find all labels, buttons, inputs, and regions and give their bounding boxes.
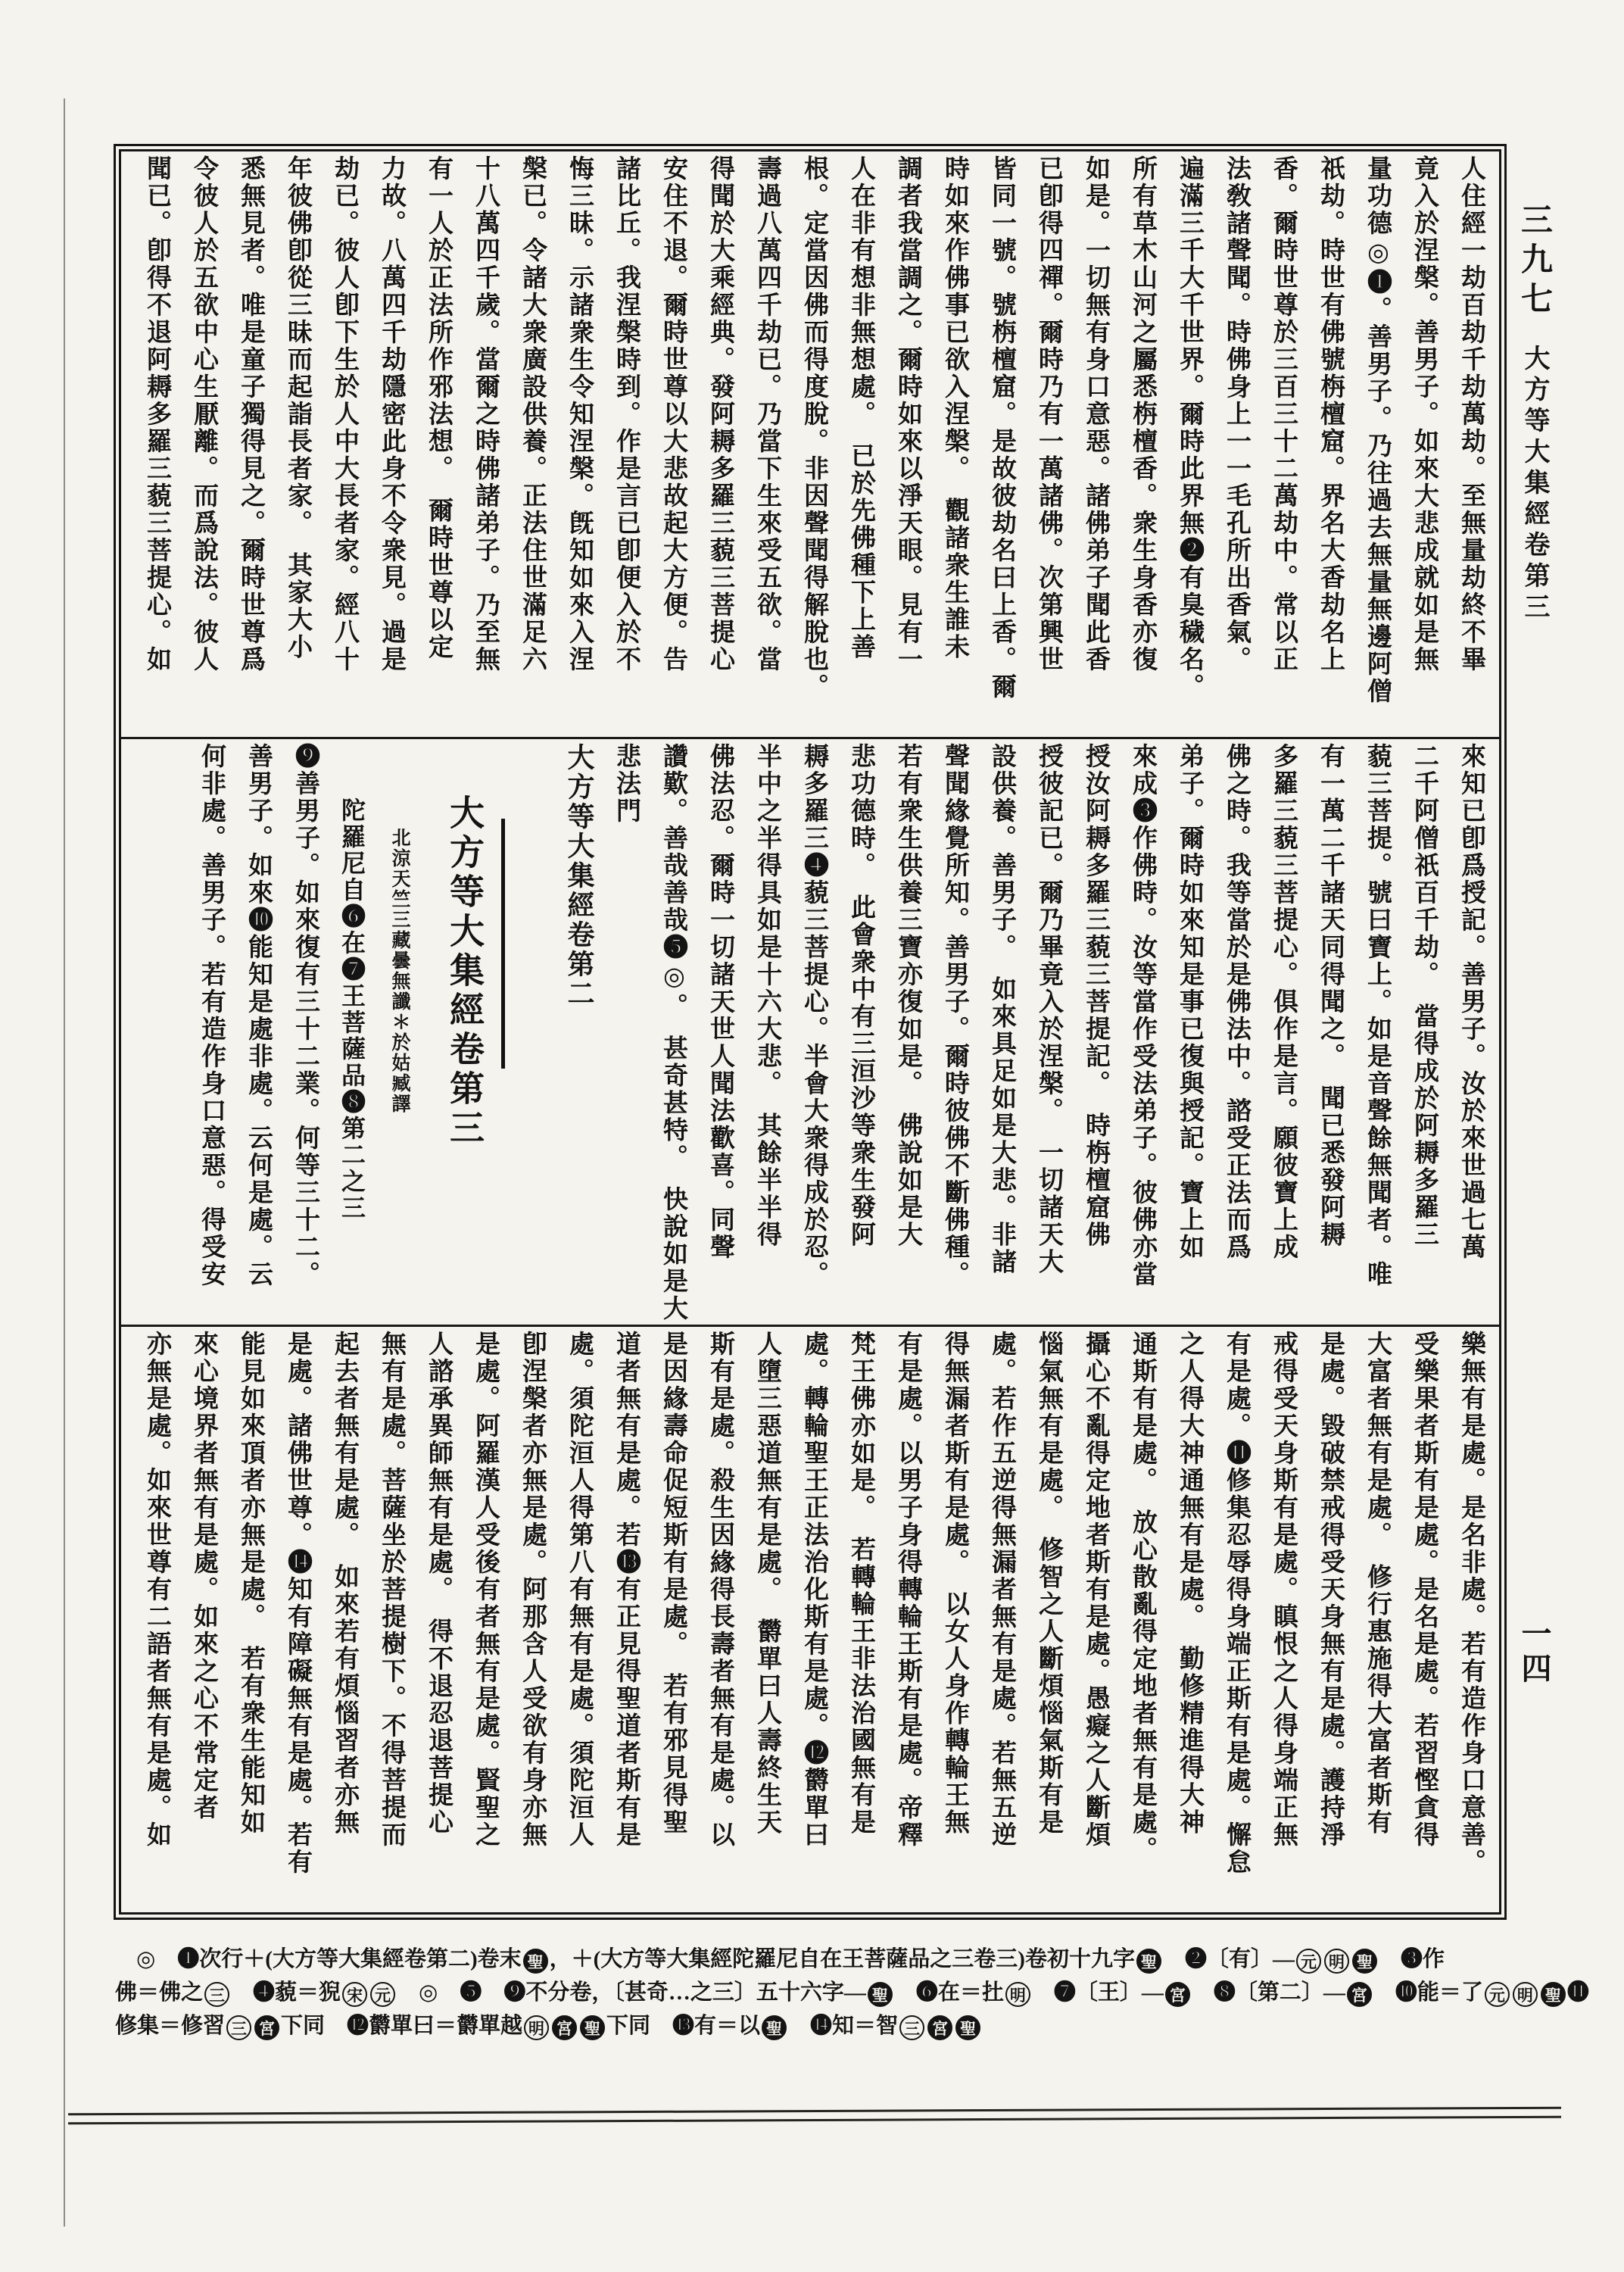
footnote-segment: 聖 — [523, 1949, 548, 1974]
text-column: 悲功德時。 此會衆中有三洹沙等衆生發阿 — [847, 743, 874, 1249]
text-column: 來知已卽爲授記。善男子。汝於來世過七萬 — [1457, 743, 1485, 1261]
text-column: 人住經一劫百劫千劫萬劫。至無量劫終不畢 — [1457, 155, 1485, 673]
text-column: 年彼佛卽從三昧而起詣長者家。 其家大小 — [284, 155, 311, 661]
text-column: 大方等大集經卷第二 — [564, 743, 594, 1009]
text-column: 竟入於涅槃。善男子。如來大悲成就如是無 — [1410, 155, 1438, 673]
footnote-segment: 元 — [1296, 1949, 1321, 1974]
bottom-rule — [68, 2107, 1561, 2116]
text-column: 有一人於正法所作邪法想。 爾時世尊以定 — [425, 155, 452, 661]
text-column: 弟子。爾時如來知是事已復與授記。寶上如 — [1176, 743, 1203, 1261]
footnote-segment: ◎ ❶次行＋(大方等大集經卷第二)卷末 — [136, 1947, 522, 1971]
text-column: 能見如來頂者亦無是處。 若有衆生能知如 — [237, 1331, 264, 1837]
footnote-segment: ❿能＝了 — [1373, 1980, 1483, 2005]
text-column: 是因緣壽命促短斯有是處。 若有邪見得聖 — [659, 1331, 687, 1837]
footnote-segment: 下同 ⓬欝單曰＝欝單越 — [281, 2014, 523, 2038]
bottom-rule — [68, 2116, 1561, 2125]
text-column: 道者無有是處。若⓭有正見得聖道者斯有是 — [613, 1331, 640, 1849]
text-column: 人在非有想非無想處。 已於先佛種下上善 — [847, 155, 874, 661]
text-column: 皆同一號。號栴檀窟。是故彼劫名曰上香。爾 — [988, 155, 1015, 701]
footnote-line-2 — [115, 1976, 1589, 2009]
text-column: 起去者無有是處。 如來若有煩惱習者亦無 — [331, 1331, 358, 1837]
text-column: 處。轉輪聖王正法治化斯有是處。⓬欝單曰 — [800, 1331, 828, 1849]
text-column: 是處。阿羅漢人受後有者無有是處。賢聖之 — [472, 1331, 499, 1849]
footnote-segment: ⓮知＝智 — [788, 2014, 899, 2038]
text-column: 無有是處。菩薩坐於菩提樹下。不得菩提而 — [378, 1331, 405, 1849]
footnote-segment: 明 — [1005, 1982, 1030, 2007]
text-column: 之人得大神通無有是處。 勤修精進得大神 — [1176, 1331, 1203, 1837]
text-column: 是處。諸佛世尊。⓮知有障礙無有是處。若有 — [284, 1331, 311, 1876]
text-column: 耨多羅三❹藐三菩提心。半會大衆得成於忍。 — [800, 743, 828, 1288]
footnote-segment: 佛＝佛之 — [115, 1980, 204, 2005]
footnote-segment: 明 — [1513, 1982, 1538, 2007]
text-column: 二千阿僧祇百千劫。 當得成於阿耨多羅三 — [1410, 743, 1438, 1249]
footnote-segment: ❷〔有〕— — [1162, 1947, 1295, 1971]
text-column: 人墮三惡道無有是處。 欝單曰人壽終生天 — [753, 1331, 781, 1837]
footnote-segment: 三 — [204, 1982, 229, 2007]
footnote-segment: ❽〔第二〕— — [1191, 1980, 1345, 2005]
text-column: 悲法門 — [613, 743, 640, 825]
text-column: 梵王佛亦如是。 若轉輪王非法治國無有是 — [847, 1331, 874, 1837]
text-column: 何非處。善男子。若有造作身口意惡。得受安 — [198, 743, 225, 1288]
footnote-segment: 宮 — [552, 2015, 577, 2040]
text-column: 佛之時。我等當於是佛法中。諮受正法而爲 — [1223, 743, 1250, 1261]
text-column: 槃已。令諸大衆廣設供養。正法住世滿足六 — [519, 155, 546, 673]
text-column: 根。定當因佛而得度脫。非因聲聞得解脫也。 — [800, 155, 828, 701]
footnote-segment: 聖 — [580, 2015, 605, 2040]
text-column: 悔三昧。示諸衆生令知涅槃。旣知如來入涅 — [566, 155, 593, 673]
text-column: 調者我當調之。爾時如來以淨天眼。見有一 — [894, 155, 921, 673]
text-column: 劫已。彼人卽下生於人中大長者家。經八十 — [331, 155, 358, 673]
text-column: 安住不退。爾時世尊以大悲故起大方便。告 — [659, 155, 687, 673]
text-column: 惱氣無有是處。 修智之人斷煩惱氣斯有是 — [1035, 1331, 1062, 1837]
text-column: 授汝阿耨多羅三藐三菩提記。 時栴檀窟佛 — [1082, 743, 1109, 1249]
page-number-label: 三九七 — [1516, 203, 1551, 321]
footnote-segment: 明 — [1324, 1949, 1349, 1974]
text-column: 半中之半得具如是十六大悲。 其餘半半得 — [753, 743, 781, 1249]
footnote-segment: 宮 — [1347, 1982, 1372, 2007]
text-column: 是處。毀破禁戒得受天身無有是處。護持淨 — [1317, 1331, 1344, 1849]
text-column: 處。若作五逆得無漏者無有是處。若無五逆 — [988, 1331, 1015, 1849]
footnote-segment: 宮 — [927, 2015, 952, 2040]
text-column: 來心境界者無有是處。如來之心不常定者 — [190, 1331, 217, 1821]
text-column: 遍滿三千大千世界。爾時此界無❷有臭穢名。 — [1176, 155, 1203, 701]
footnote-segment: 元 — [370, 1982, 395, 2007]
footnote-segment: ，＋(大方等大集經陀羅尼自在王菩薩品之三卷三)卷初十九字 — [549, 1947, 1135, 1971]
footnote-line-3 — [115, 2009, 1512, 2043]
text-column: 樂無有是處。是名非處。若有造作身口意善。 — [1457, 1331, 1485, 1876]
text-column: 聞已。卽得不退阿耨多羅三藐三菩提心。如 — [143, 155, 170, 673]
apparatus-footnotes — [115, 1943, 1589, 2043]
footnote-segment: ❸作 — [1378, 1947, 1445, 1971]
text-column: 有是處。⓫修集忍辱得身端正斯有是處。懈怠 — [1223, 1331, 1250, 1876]
text-band-lower — [121, 1327, 1499, 1912]
text-column: 有一萬二千諸天同得聞之。 聞已悉發阿耨 — [1317, 743, 1344, 1249]
text-column: 諸比丘。我涅槃時到。作是言已卽便入於不 — [613, 155, 640, 673]
footnote-segment: 聖 — [1136, 1949, 1161, 1974]
text-column: 如是。一切無有身口意惡。諸佛弟子聞此香 — [1082, 155, 1109, 673]
footnote-segment: ◎ ❺ ❾不分卷，〔甚奇…之三〕五十六字— — [397, 1980, 866, 2005]
folio-number: 一四 — [1517, 1618, 1551, 1687]
footnote-segment: 聖 — [1541, 1982, 1566, 2007]
text-column: 香。爾時世尊於三百三十二萬劫中。常以正 — [1270, 155, 1297, 673]
text-column: 陀羅尼自❻在❼王菩薩品❽第二之三 — [338, 797, 366, 1222]
footnote-segment: 三 — [899, 2015, 924, 2040]
text-column: 藐三菩提。號曰寶上。如是音聲餘無聞者。唯 — [1364, 743, 1391, 1288]
footnote-line-1 — [115, 1943, 1512, 1976]
footnote-segment: ⓫ — [1566, 1980, 1589, 2005]
text-column: 攝心不亂得定地者斯有是處。愚癡之人斷煩 — [1082, 1331, 1109, 1849]
text-column: 令彼人於五欲中心生厭離。而爲說法。彼人 — [190, 155, 217, 673]
text-column: 來成❸作佛時。汝等當作受法弟子。彼佛亦當 — [1129, 743, 1156, 1288]
footnote-segment: 聖 — [955, 2015, 980, 2040]
text-column: 受樂果者斯有是處。是名是處。若習慳貪得 — [1410, 1331, 1438, 1849]
text-column: 壽過八萬四千劫已。乃當下生來受五欲。當 — [753, 155, 781, 673]
footnote-segment: 元 — [1485, 1982, 1510, 2007]
text-column: 大方等大集經卷第三 — [445, 794, 484, 1149]
footnote-segment: 聖 — [762, 2015, 787, 2040]
footnote-segment: 宮 — [1165, 1982, 1190, 2007]
text-band-middle — [121, 739, 1499, 1325]
footnote-segment: 宮 — [254, 2015, 279, 2040]
text-column: 多羅三藐三菩提心。俱作是言。願彼寶上成 — [1270, 743, 1297, 1261]
footnote-segment: 修集＝修習 — [115, 2014, 226, 2038]
text-column: 聲聞緣覺所知。善男子。爾時彼佛不斷佛種。 — [941, 743, 968, 1288]
text-column: 若有衆生供養三寶亦復如是。 佛說如是大 — [894, 743, 921, 1249]
margin-title: 大方等大集經卷第三 — [1520, 345, 1548, 624]
text-column: 讚歎。善哉善哉❺◎。 甚奇甚特。 快說如是大 — [659, 743, 687, 1322]
text-column: 已卽得四禪。爾時乃有一萬諸佛。次第興世 — [1035, 155, 1062, 673]
text-column: 得聞於大乘經典。發阿耨多羅三藐三菩提心 — [706, 155, 734, 673]
text-column: 斯有是處。殺生因緣得長壽者無有是處。以 — [706, 1331, 734, 1849]
text-column: 戒得受天身斯有是處。瞋恨之人得身端正無 — [1270, 1331, 1297, 1849]
text-column: 處。須陀洹人得第八有無有是處。須陀洹人 — [566, 1331, 593, 1849]
footnote-segment: ❹藐＝猊 — [231, 1980, 341, 2005]
text-column: 時如來作佛事已欲入涅槃。 觀諸衆生誰未 — [941, 155, 968, 661]
text-column — [488, 743, 518, 1325]
footnote-segment: ❻在＝扗 — [893, 1980, 1004, 2005]
text-column: 祇劫。時世有佛號栴檀窟。界名大香劫名上 — [1317, 155, 1344, 673]
text-column: 力故。八萬四千劫隱密此身不令衆見。過是 — [378, 155, 405, 673]
footnote-segment: ❼〔王〕— — [1031, 1980, 1164, 2005]
footnote-segment: 明 — [524, 2015, 549, 2040]
text-column: ❾善男子。如來復有三十二業。何等三十二。 — [291, 743, 319, 1288]
text-column: 人諮承異師無有是處。 得不退忍退菩提心 — [425, 1331, 452, 1837]
text-column: 佛法忍。爾時一切諸天世人聞法歡喜。同聲 — [706, 743, 734, 1261]
text-column: 亦無是處。如來世尊有二語者無有是處。如 — [143, 1331, 170, 1849]
text-column: 悉無見者。唯是童子獨得見之。爾時世尊爲 — [237, 155, 264, 673]
text-column: 得無漏者斯有是處。 以女人身作轉輪王無 — [941, 1331, 968, 1837]
text-band-upper — [121, 151, 1499, 737]
text-column: 授彼記已。爾乃畢竟入於涅槃。 一切諸天大 — [1035, 743, 1062, 1276]
footnote-segment: 下同 ⓭有＝以 — [606, 2014, 761, 2038]
text-column — [518, 743, 556, 1325]
text-column: 有是處。以男子身得轉輪王斯有是處。帝釋 — [894, 1331, 921, 1849]
text-column: 北涼天竺三藏曇無讖＊於姑臧譯 — [389, 828, 410, 1114]
footnote-segment: 聖 — [868, 1982, 893, 2007]
footnote-segment: 三 — [226, 2015, 251, 2040]
text-column: 所有草木山河之屬悉栴檀香。衆生身香亦復 — [1129, 155, 1156, 673]
text-column: 十八萬四千歲。當爾之時佛諸弟子。乃至無 — [472, 155, 499, 673]
footnote-segment: 宋 — [342, 1982, 367, 2007]
text-frame — [114, 144, 1507, 1920]
text-column: 通斯有是處。 放心散亂得定地者無有是處。 — [1129, 1331, 1156, 1864]
footnote-segment: 聖 — [1352, 1949, 1377, 1974]
text-column: 卽涅槃者亦無是處。阿那含人受欲有身亦無 — [519, 1331, 546, 1849]
text-column: 設供養。善男子。 如來具足如是大悲。非諸 — [988, 743, 1015, 1276]
text-column: 法敎諸聲聞。時佛身上一一毛孔所出香氣。 — [1223, 155, 1250, 673]
text-column: 大富者無有是處。 修行惠施得大富者斯有 — [1364, 1331, 1391, 1837]
text-column: 量功德◎❶。善男子。乃往過去無量無邊阿僧 — [1364, 155, 1391, 705]
text-column: 善男子。如來❿能知是處非處。云何是處。云 — [245, 743, 272, 1288]
page-edge-line — [64, 98, 65, 2227]
